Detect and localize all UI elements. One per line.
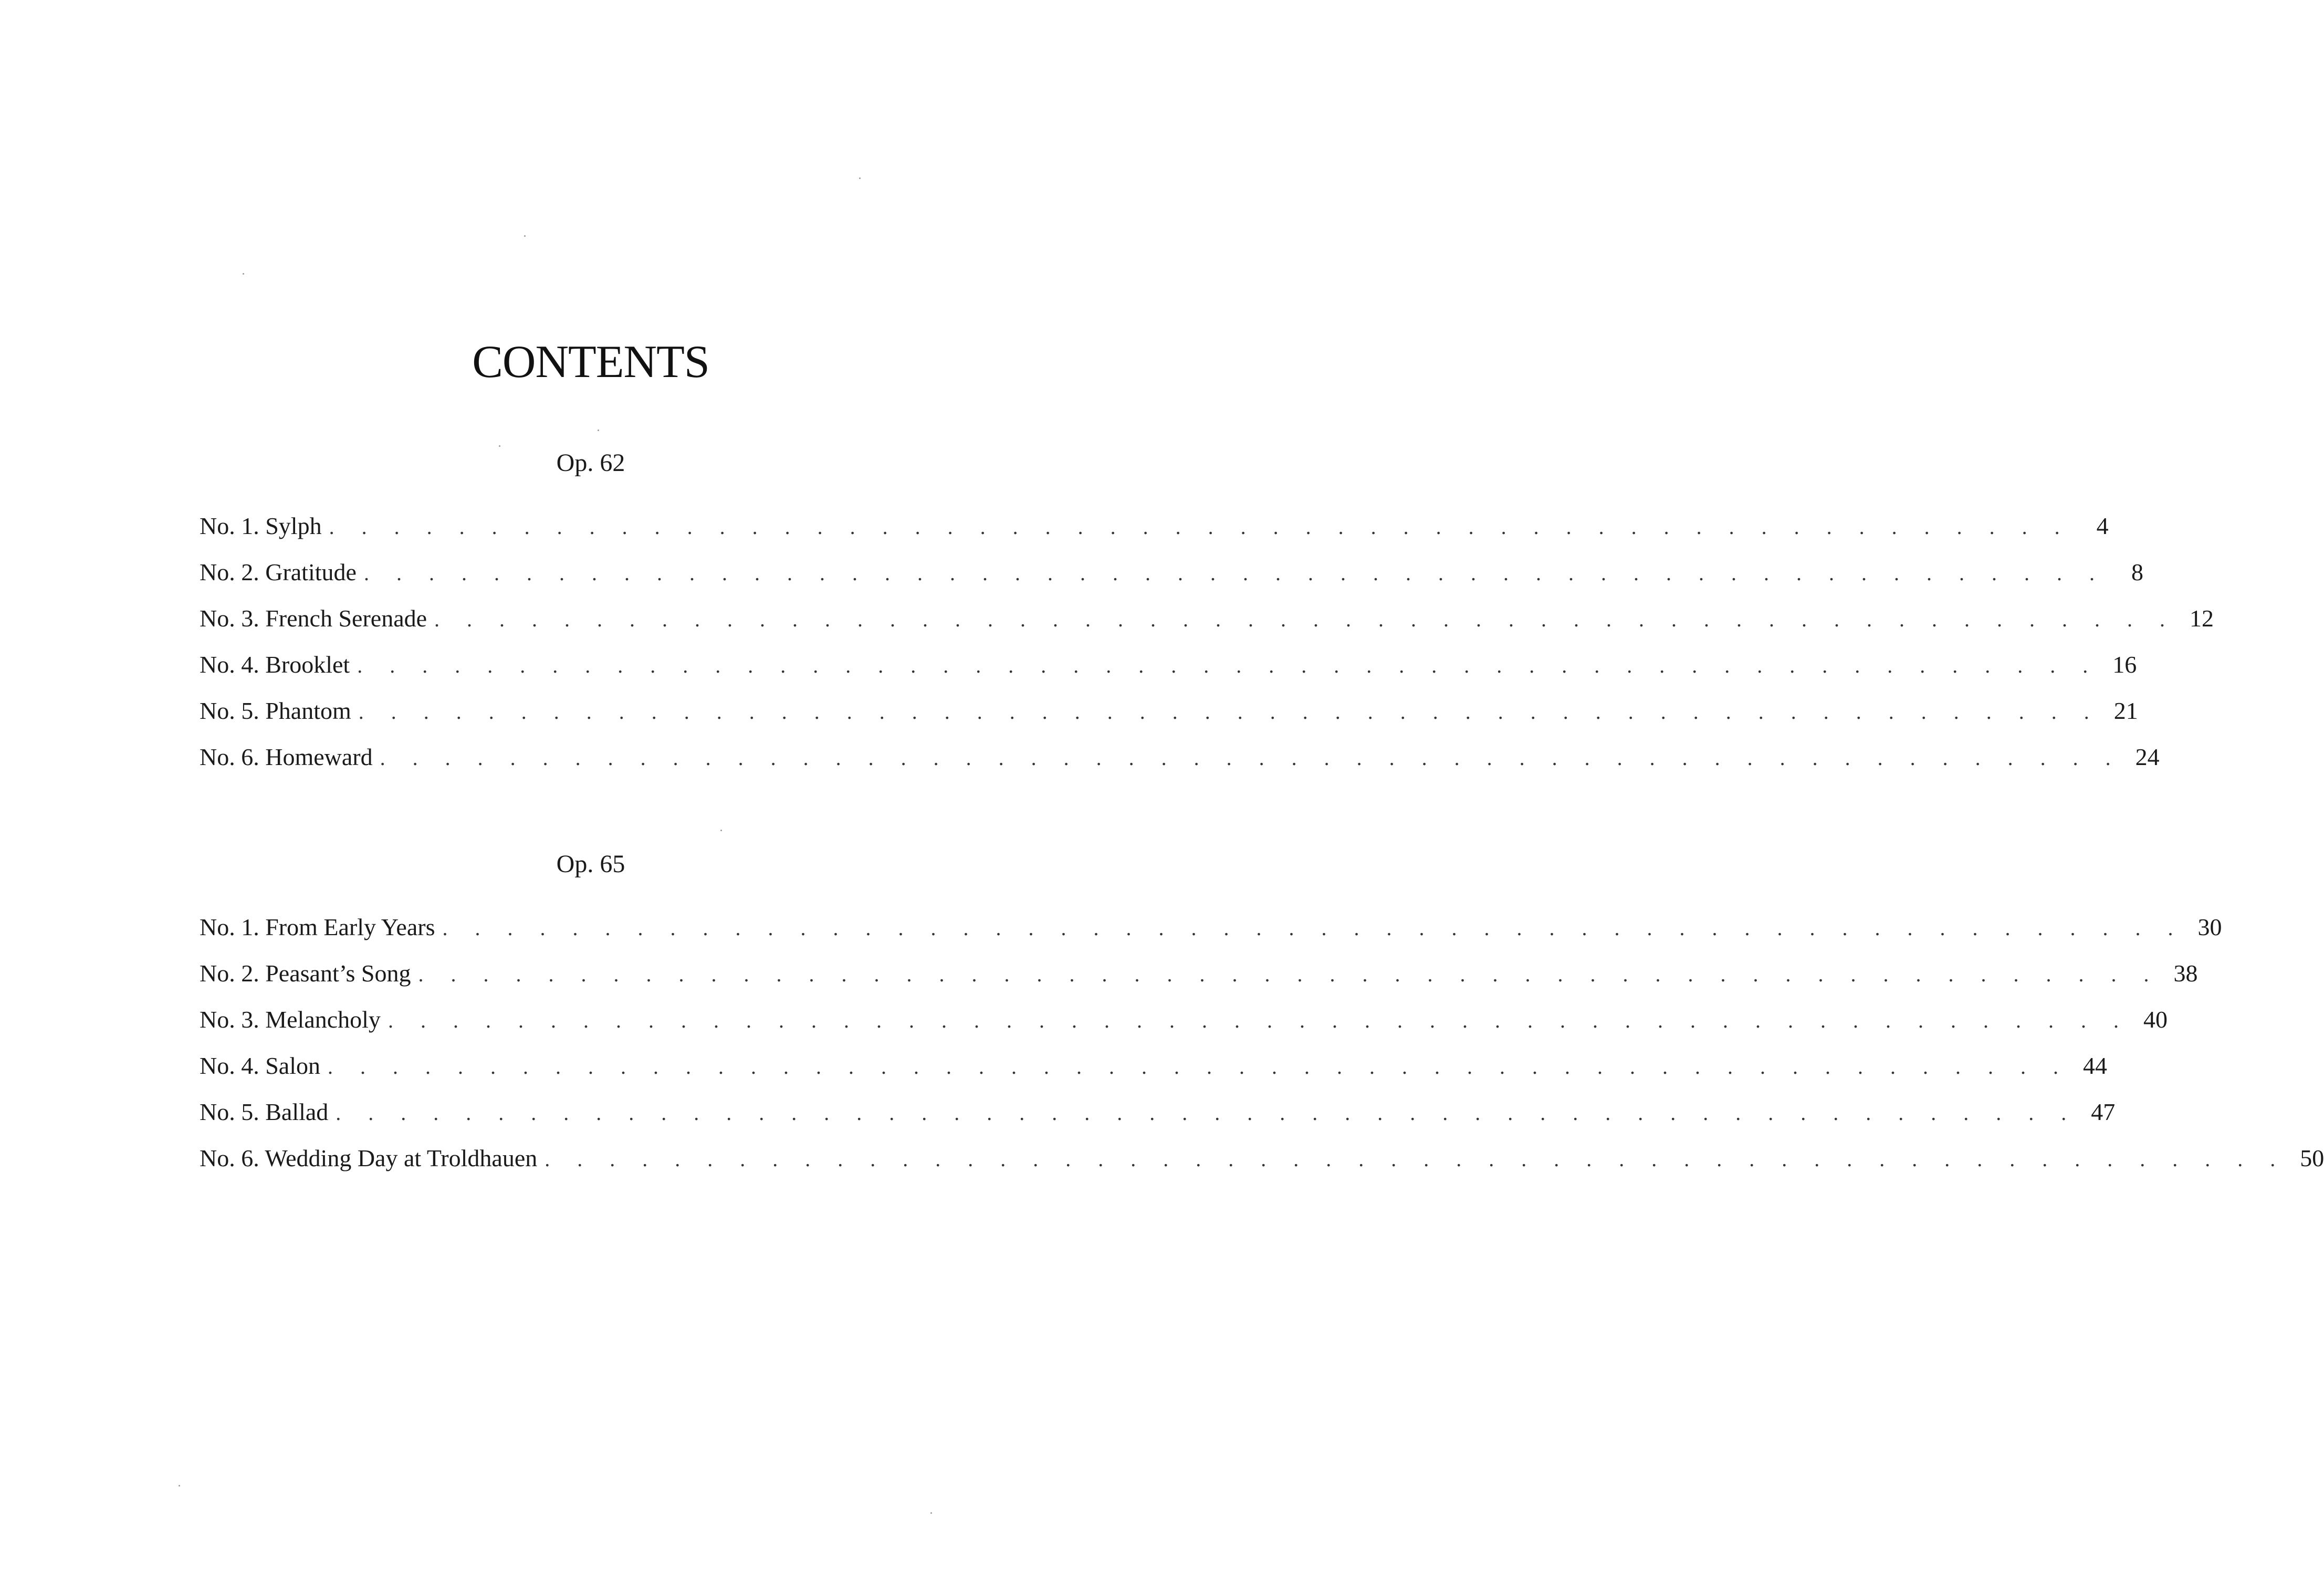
toc-entry-page-number: 44 <box>2083 1052 2107 1079</box>
toc-entry <box>200 649 2137 695</box>
toc-entry-page-number: 4 <box>2096 512 2109 539</box>
toc-entry <box>200 741 2160 788</box>
dot-leader: . . . . . . . . . . . . . . . . . . . . . . . . . . . . . . . . . . . . . . . . . . . . . . . . . . . . . . <box>418 962 2160 986</box>
toc-entry <box>200 510 2109 557</box>
dot-leader: . . . . . . . . . . . . . . . . . . . . . . . . . . . . . . . . . . . . . . . . . . . . . . . . . . . . . . <box>388 1009 2130 1032</box>
scan-speck <box>598 430 599 431</box>
scan-speck <box>720 830 722 831</box>
dot-leader: . . . . . . . . . . . . . . . . . . . . . . . . . . . . . . . . . . . . . . . . . . . . . . . . . . . . . . <box>545 1147 2287 1171</box>
dot-leader: . . . . . . . . . . . . . . . . . . . . . . . . . . . . . . . . . . . . . . . . . . . . . . . . . . . . . . <box>357 654 2099 677</box>
dot-leader: . . . . . . . . . . . . . . . . . . . . . . . . . . . . . . . . . . . . . . . . . . . . . . . . . . . . . . <box>380 746 2122 770</box>
toc-entry-page-number: 38 <box>2173 960 2198 987</box>
toc-list-op62 <box>200 510 2214 788</box>
scan-speck <box>179 1485 180 1487</box>
dot-leader: . . . . . . . . . . . . . . . . . . . . . . . . . . . . . . . . . . . . . . . . . . . . . . . . . . . . . . <box>442 916 2184 940</box>
toc-entry <box>200 1004 2168 1050</box>
toc-entry-page-number: 21 <box>2113 697 2138 724</box>
section-heading-op62: Op. 62 <box>556 449 625 477</box>
toc-entry-page-number: 50 <box>2300 1145 2324 1171</box>
toc-entry <box>200 695 2138 741</box>
toc-entry-title: No. 5. Phantom <box>200 697 351 724</box>
toc-entry-title: No. 2. Gratitude <box>200 559 357 585</box>
scan-speck <box>499 445 500 447</box>
toc-entry <box>200 912 2222 958</box>
dot-leader: . . . . . . . . . . . . . . . . . . . . . . . . . . . . . . . . . . . . . . . . . . . . . . . . . . . . . . <box>329 515 2071 539</box>
toc-entry-page-number: 12 <box>2190 605 2214 632</box>
scan-speck <box>524 235 526 237</box>
toc-entry-page-number: 30 <box>2197 914 2222 940</box>
toc-entry-title: No. 2. Peasant’s Song <box>200 960 411 987</box>
toc-entry-title: No. 6. Homeward <box>200 744 373 770</box>
toc-entry <box>200 1050 2107 1096</box>
toc-list-op65 <box>200 912 2324 1189</box>
dot-leader: . . . . . . . . . . . . . . . . . . . . . . . . . . . . . . . . . . . . . . . . . . . . . . . . . . . . . . <box>358 700 2100 724</box>
toc-entry-title: No. 1. From Early Years <box>200 914 435 940</box>
toc-entry-title: No. 3. Melancholy <box>200 1006 381 1033</box>
toc-entry <box>200 603 2214 649</box>
toc-entry <box>200 1143 2324 1189</box>
toc-entry <box>200 958 2198 1004</box>
section-heading-op65: Op. 65 <box>556 850 625 878</box>
toc-entry <box>200 1096 2116 1143</box>
toc-entry-page-number: 16 <box>2112 651 2137 678</box>
dot-leader: . . . . . . . . . . . . . . . . . . . . . . . . . . . . . . . . . . . . . . . . . . . . . . . . . . . . . . <box>363 561 2106 585</box>
page-title: CONTENTS <box>472 337 709 388</box>
toc-entry-page-number: 47 <box>2091 1098 2116 1125</box>
scan-speck <box>859 177 861 179</box>
dot-leader: . . . . . . . . . . . . . . . . . . . . . . . . . . . . . . . . . . . . . . . . . . . . . . . . . . . . . . <box>336 1101 2078 1125</box>
scan-speck <box>930 1512 932 1514</box>
toc-entry-page-number: 40 <box>2143 1006 2168 1033</box>
toc-entry-title: No. 4. Salon <box>200 1052 320 1079</box>
toc-entry <box>200 557 2143 603</box>
dot-leader: . . . . . . . . . . . . . . . . . . . . . . . . . . . . . . . . . . . . . . . . . . . . . . . . . . . . . . <box>434 608 2176 631</box>
toc-entry-title: No. 5. Ballad <box>200 1098 329 1125</box>
toc-entry-page-number: 24 <box>2135 744 2160 770</box>
toc-entry-title: No. 3. French Serenade <box>200 605 427 632</box>
toc-entry-title: No. 4. Brooklet <box>200 651 350 678</box>
toc-entry-page-number: 8 <box>2131 559 2143 585</box>
toc-entry-title: No. 6. Wedding Day at Troldhauen <box>200 1145 538 1171</box>
toc-entry-title: No. 1. Sylph <box>200 512 322 539</box>
dot-leader: . . . . . . . . . . . . . . . . . . . . . . . . . . . . . . . . . . . . . . . . . . . . . . . . . . . . . . <box>328 1055 2069 1079</box>
scan-speck <box>243 273 244 275</box>
